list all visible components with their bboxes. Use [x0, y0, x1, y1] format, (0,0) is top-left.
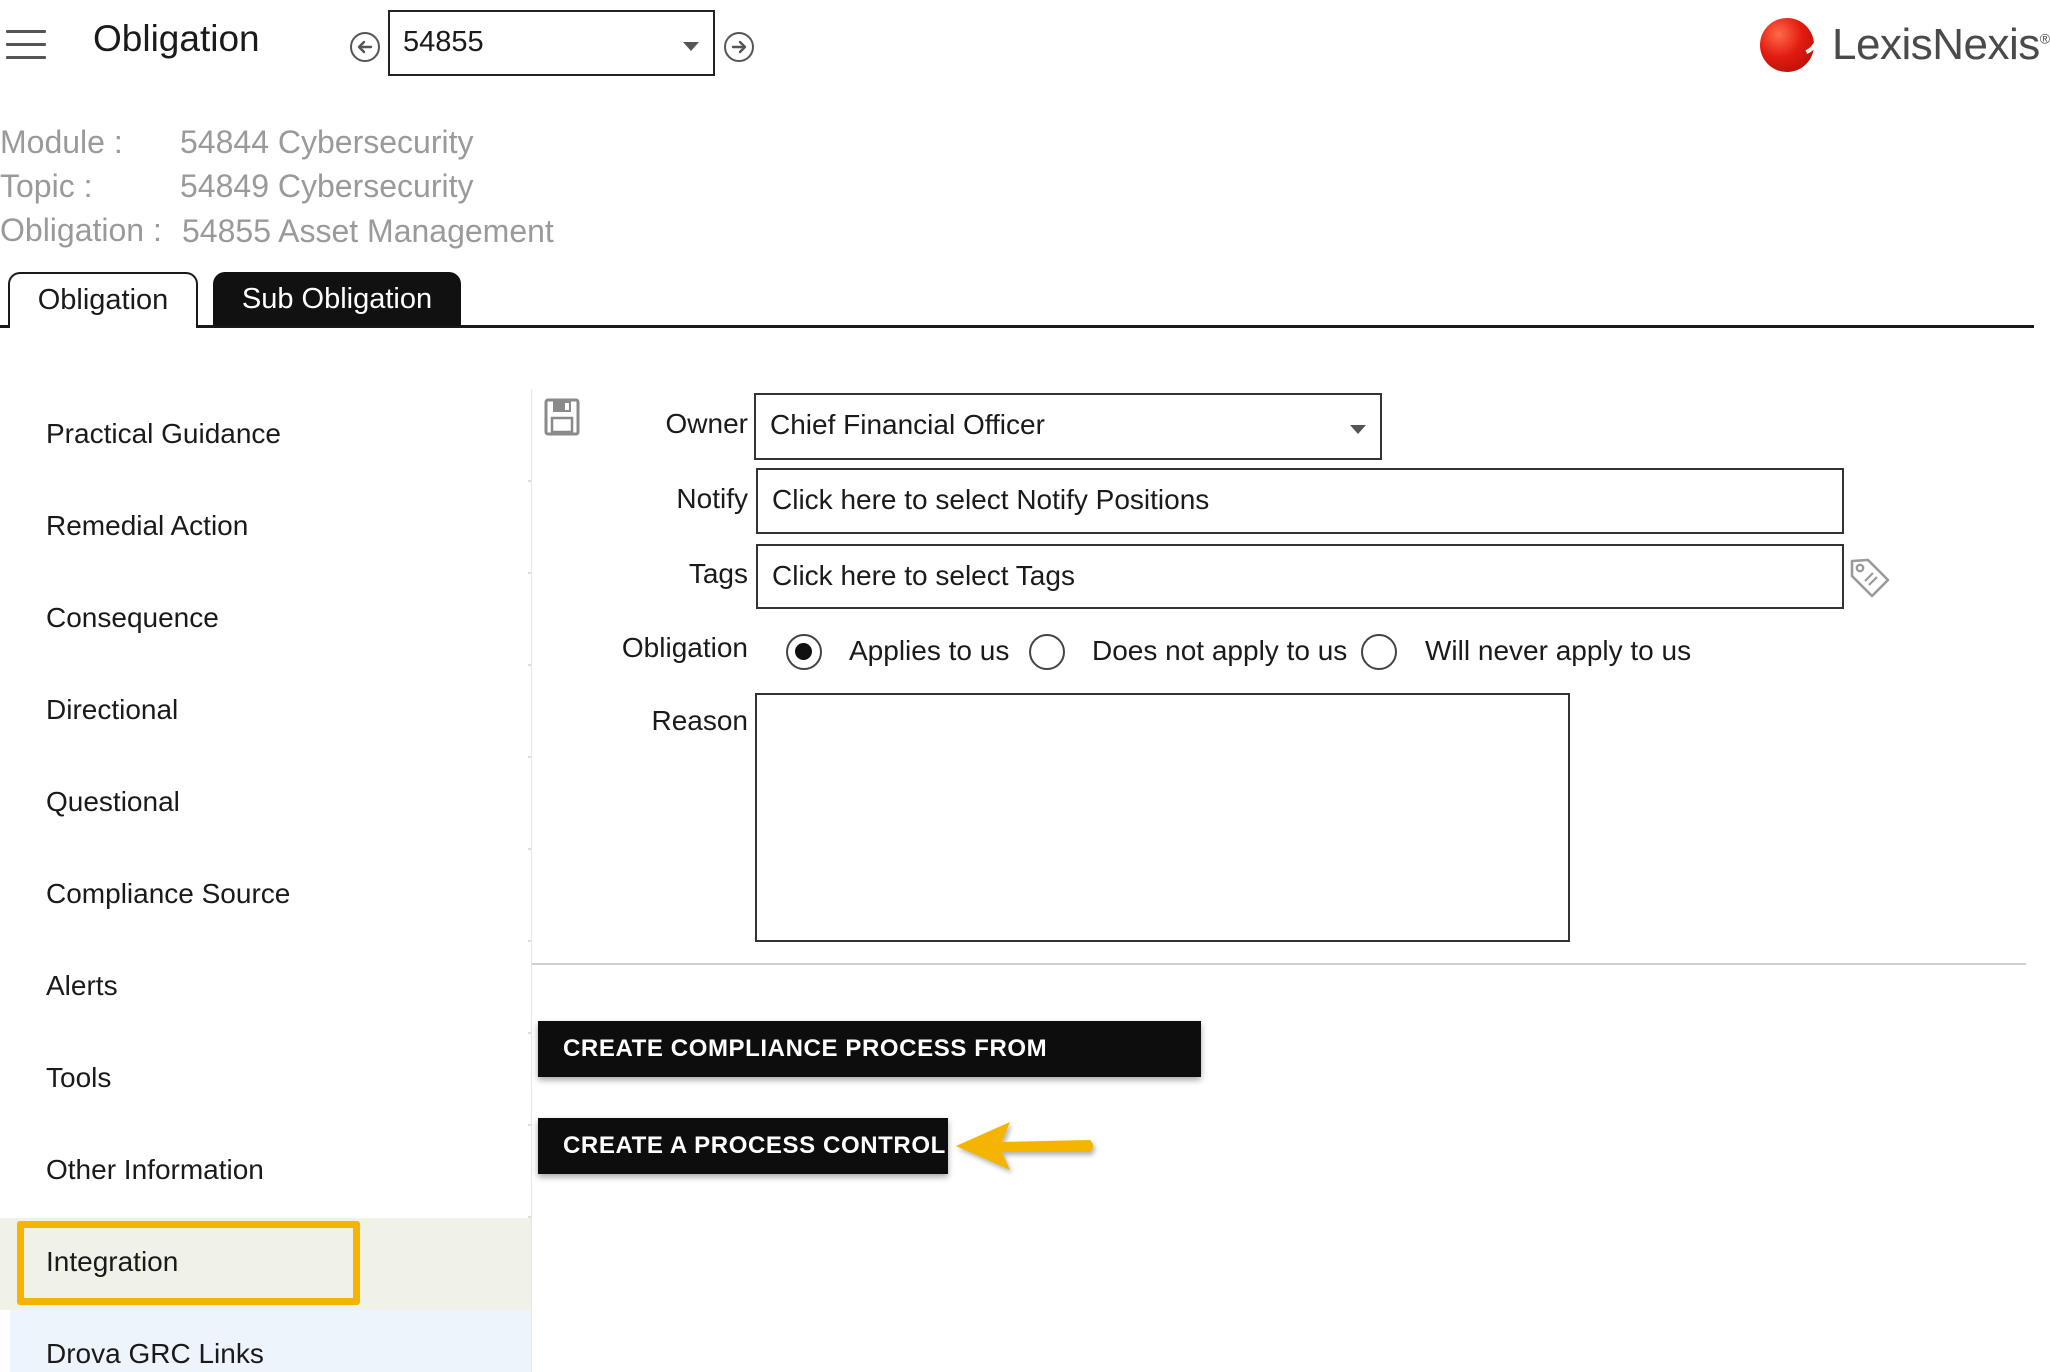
- lexisnexis-logo: [1760, 16, 2050, 76]
- notify-label: Notify: [676, 483, 748, 514]
- obligation-info-value: 54855 Asset Management: [182, 213, 554, 249]
- sidebar-item-remedial-action[interactable]: [0, 482, 532, 574]
- tab-obligation[interactable]: Obligation: [8, 272, 198, 328]
- owner-value: Chief Financial Officer: [770, 409, 1045, 440]
- logo-text: LexisNexis: [1832, 20, 2040, 69]
- sidebar-item-questional[interactable]: [0, 758, 532, 850]
- chevron-down-icon: [1350, 425, 1366, 434]
- obligation-applicability-label: Obligation: [621, 632, 748, 663]
- sidebar-item-drova-grc-links[interactable]: [10, 1310, 532, 1372]
- sidebar-item-directional[interactable]: [0, 666, 532, 758]
- create-process-control-button[interactable]: CREATE A PROCESS CONTROL: [538, 1118, 948, 1174]
- module-value: 54844 Cybersecurity: [180, 124, 474, 160]
- sidebar-item-label: Consequence: [46, 602, 219, 633]
- notify-placeholder: Click here to select Notify Positions: [772, 484, 1210, 515]
- sidebar-item-label: Integration: [46, 1246, 179, 1277]
- radio-will-never-apply[interactable]: [1361, 634, 1397, 670]
- tags-label: Tags: [688, 558, 748, 589]
- arrow-right-circle-icon[interactable]: [724, 32, 754, 62]
- owner-label: Owner: [665, 408, 748, 439]
- topic-value: 54849 Cybersecurity: [180, 168, 474, 204]
- registered-mark: ®: [2039, 30, 2050, 47]
- radio-applies-to-us[interactable]: [786, 634, 822, 670]
- arrow-left-circle-icon[interactable]: [350, 32, 380, 62]
- tags-placeholder: Click here to select Tags: [772, 560, 1075, 591]
- obligation-id-value: 54855: [403, 26, 484, 58]
- sidebar-item-alerts[interactable]: [0, 942, 532, 1034]
- sidebar-item-label: Alerts: [46, 970, 118, 1001]
- obligation-info-label: Obligation :: [0, 212, 162, 248]
- sidebar-item-other-information[interactable]: [0, 1126, 532, 1218]
- sidebar-item-practical-guidance[interactable]: [0, 390, 532, 482]
- module-label: Module :: [0, 124, 123, 160]
- sidebar-item-tools[interactable]: [0, 1034, 532, 1126]
- sidebar-nav: [0, 390, 532, 1372]
- tags-field[interactable]: [756, 544, 1844, 609]
- sidebar-item-label: Other Information: [46, 1154, 264, 1185]
- hamburger-menu-icon[interactable]: [6, 30, 46, 64]
- logo-mark-icon: [1760, 18, 1814, 72]
- tag-icon[interactable]: [1848, 556, 1892, 600]
- sidebar-item-label: Practical Guidance: [46, 418, 282, 449]
- radio-does-not-apply[interactable]: [1029, 634, 1065, 670]
- topic-label: Topic :: [0, 168, 93, 204]
- sidebar-item-label: Directional: [46, 694, 179, 725]
- sidebar-item-label: Tools: [46, 1062, 112, 1093]
- sidebar-item-label: Remedial Action: [46, 510, 249, 541]
- radio-label-applies-to-us[interactable]: Applies to us: [849, 635, 1010, 666]
- reason-label: Reason: [651, 705, 748, 736]
- radio-label-will-never-apply[interactable]: Will never apply to us: [1425, 635, 1692, 666]
- chevron-down-icon: [683, 42, 699, 51]
- yellow-arrow-annotation-icon: [950, 1108, 1098, 1184]
- sidebar-item-consequence[interactable]: [0, 574, 532, 666]
- notify-positions-field[interactable]: [756, 468, 1844, 534]
- section-divider: [532, 963, 2026, 965]
- tab-sub-obligation[interactable]: Sub Obligation: [213, 272, 461, 326]
- sidebar-item-label: Questional: [46, 786, 180, 817]
- sidebar-item-label: Drova GRC Links: [46, 1338, 264, 1369]
- sidebar-item-integration[interactable]: [0, 1218, 532, 1310]
- create-compliance-process-button[interactable]: CREATE COMPLIANCE PROCESS FROM OBLIGATION: [538, 1021, 1201, 1077]
- sidebar-item-compliance-source[interactable]: [0, 850, 532, 942]
- obligation-id-select[interactable]: [388, 10, 715, 76]
- reason-textarea[interactable]: [755, 693, 1570, 942]
- radio-label-does-not-apply[interactable]: Does not apply to us: [1092, 635, 1348, 666]
- sidebar-divider: [531, 390, 532, 1372]
- sidebar-item-label: Compliance Source: [46, 878, 291, 909]
- page-title: Obligation: [93, 18, 260, 59]
- owner-select[interactable]: [754, 393, 1382, 460]
